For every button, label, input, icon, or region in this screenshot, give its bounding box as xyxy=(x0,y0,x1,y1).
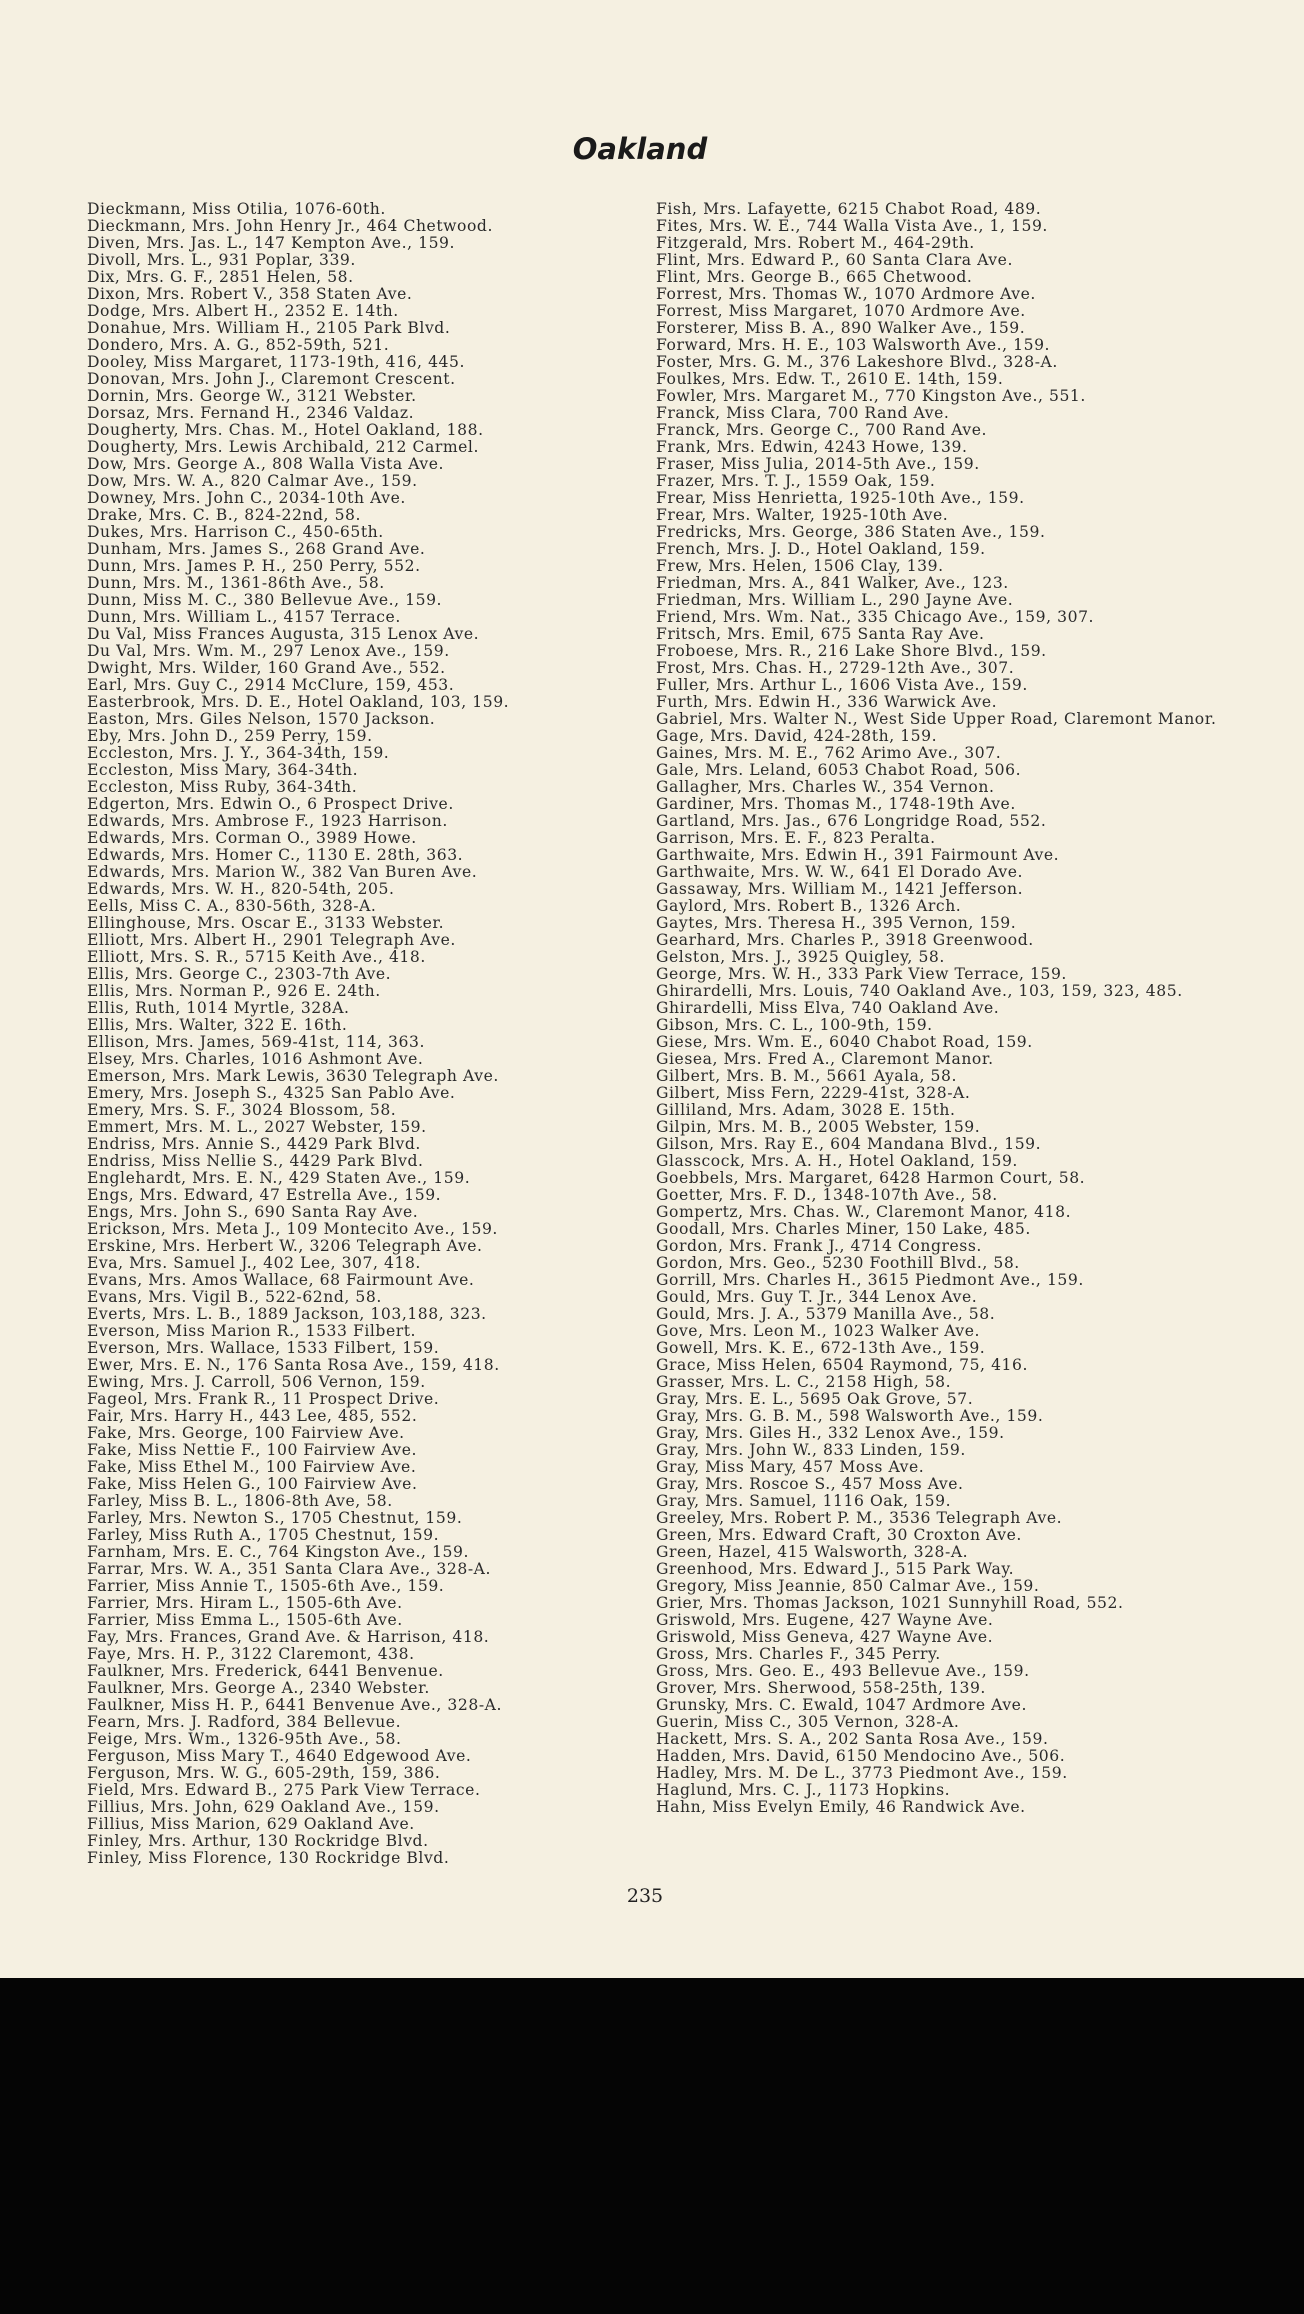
directory-entry: Gallagher, Mrs. Charles W., 354 Vernon. xyxy=(656,778,995,796)
directory-entry: Forrest, Mrs. Thomas W., 1070 Ardmore Ave. xyxy=(656,285,1036,303)
directory-entry: Ghirardelli, Miss Elva, 740 Oakland Ave. xyxy=(656,999,1000,1017)
directory-entry: Garthwaite, Mrs. W. W., 641 El Dorado Ave. xyxy=(656,863,1024,881)
directory-entry: Ellison, Mrs. James, 569-41st, 114, 363. xyxy=(87,1033,425,1051)
directory-entry: Ewing, Mrs. J. Carroll, 506 Vernon, 159. xyxy=(87,1373,426,1391)
directory-entry: Evans, Mrs. Vigil B., 522-62nd, 58. xyxy=(87,1288,382,1306)
directory-entry: Dunn, Mrs. William L., 4157 Terrace. xyxy=(87,608,401,626)
directory-entry: Giese, Mrs. Wm. E., 6040 Chabot Road, 159. xyxy=(656,1033,1033,1051)
directory-entry: Gompertz, Mrs. Chas. W., Claremont Manor, 418. xyxy=(656,1203,1072,1221)
directory-entry: Eccleston, Mrs. J. Y., 364-34th, 159. xyxy=(87,744,390,762)
directory-entry: Elliott, Mrs. S. R., 5715 Keith Ave., 418. xyxy=(87,948,426,966)
directory-entry: George, Mrs. W. H., 333 Park View Terrace, 159. xyxy=(656,965,1067,983)
directory-entry: Fraser, Miss Julia, 2014-5th Ave., 159. xyxy=(656,455,980,473)
directory-entry: Endriss, Miss Nellie S., 4429 Park Blvd. xyxy=(87,1152,424,1170)
directory-entry: Fillius, Mrs. John, 629 Oakland Ave., 159. xyxy=(87,1798,440,1816)
directory-entry: Gassaway, Mrs. William M., 1421 Jefferson. xyxy=(656,880,1024,898)
directory-entry: Fay, Mrs. Frances, Grand Ave. & Harrison, 418. xyxy=(87,1628,490,1646)
directory-entry: Dodge, Mrs. Albert H., 2352 E. 14th. xyxy=(87,302,399,320)
directory-entry: Drake, Mrs. C. B., 824-22nd, 58. xyxy=(87,506,362,524)
directory-entry: Fake, Miss Nettie F., 100 Fairview Ave. xyxy=(87,1441,418,1459)
directory-entry: Ewer, Mrs. E. N., 176 Santa Rosa Ave., 159, 418. xyxy=(87,1356,500,1374)
directory-entry: Dix, Mrs. G. F., 2851 Helen, 58. xyxy=(87,268,354,286)
directory-entry: Everson, Mrs. Wallace, 1533 Filbert, 159. xyxy=(87,1339,440,1357)
directory-entry: Faulkner, Mrs. Frederick, 6441 Benvenue. xyxy=(87,1662,444,1680)
directory-entry: Erskine, Mrs. Herbert W., 3206 Telegraph Ave. xyxy=(87,1237,483,1255)
directory-entry: Grunsky, Mrs. C. Ewald, 1047 Ardmore Ave. xyxy=(656,1696,1027,1714)
directory-entry: Haglund, Mrs. C. J., 1173 Hopkins. xyxy=(656,1781,951,1799)
directory-entry: Fair, Mrs. Harry H., 443 Lee, 485, 552. xyxy=(87,1407,418,1425)
directory-entry: Edwards, Mrs. Ambrose F., 1923 Harrison. xyxy=(87,812,448,830)
directory-entry: Downey, Mrs. John C., 2034-10th Ave. xyxy=(87,489,406,507)
directory-entry: Engs, Mrs. Edward, 47 Estrella Ave., 159. xyxy=(87,1186,442,1204)
directory-entry: Hahn, Miss Evelyn Emily, 46 Randwick Ave. xyxy=(656,1798,1026,1816)
directory-entry: Guerin, Miss C., 305 Vernon, 328-A. xyxy=(656,1713,960,1731)
directory-entry: Franck, Mrs. George C., 700 Rand Ave. xyxy=(656,421,988,439)
directory-entry: Gorrill, Mrs. Charles H., 3615 Piedmont Ave., 159. xyxy=(656,1271,1084,1289)
page-number: 235 xyxy=(626,1885,664,1907)
directory-entry: Hackett, Mrs. S. A., 202 Santa Rosa Ave., 159. xyxy=(656,1730,1049,1748)
directory-entry: Easton, Mrs. Giles Nelson, 1570 Jackson. xyxy=(87,710,436,728)
directory-entry: Ellinghouse, Mrs. Oscar E., 3133 Webster. xyxy=(87,914,445,932)
page-title: Oakland xyxy=(572,132,708,166)
directory-entry: Gaylord, Mrs. Robert B., 1326 Arch. xyxy=(656,897,962,915)
directory-entry: Ferguson, Miss Mary T., 4640 Edgewood Ave. xyxy=(87,1747,472,1765)
directory-entry: Donahue, Mrs. William H., 2105 Park Blvd. xyxy=(87,319,451,337)
directory-entry: Farrier, Miss Emma L., 1505-6th Ave. xyxy=(87,1611,403,1629)
directory-entry: Eby, Mrs. John D., 259 Perry, 159. xyxy=(87,727,373,745)
directory-entry: Grier, Mrs. Thomas Jackson, 1021 Sunnyhill Road, 552. xyxy=(656,1594,1124,1612)
directory-entry: Engs, Mrs. John S., 690 Santa Ray Ave. xyxy=(87,1203,419,1221)
directory-entry: Gray, Mrs. Samuel, 1116 Oak, 159. xyxy=(656,1492,952,1510)
directory-entry: Grace, Miss Helen, 6504 Raymond, 75, 416. xyxy=(656,1356,1028,1374)
directory-entry: Frost, Mrs. Chas. H., 2729-12th Ave., 307. xyxy=(656,659,1015,677)
directory-entry: Gilpin, Mrs. M. B., 2005 Webster, 159. xyxy=(656,1118,981,1136)
directory-entry: Goebbels, Mrs. Margaret, 6428 Harmon Court, 58. xyxy=(656,1169,1086,1187)
directory-entry: Fake, Mrs. George, 100 Fairview Ave. xyxy=(87,1424,405,1442)
directory-entry: Frank, Mrs. Edwin, 4243 Howe, 139. xyxy=(656,438,968,456)
directory-entry: Du Val, Miss Frances Augusta, 315 Lenox Ave. xyxy=(87,625,480,643)
directory-entry: Everts, Mrs. L. B., 1889 Jackson, 103,188, 323. xyxy=(87,1305,487,1323)
directory-entry: Farley, Miss Ruth A., 1705 Chestnut, 159. xyxy=(87,1526,440,1544)
directory-entry: Gray, Mrs. G. B. M., 598 Walsworth Ave., 159. xyxy=(656,1407,1044,1425)
directory-entry: Fearn, Mrs. J. Radford, 384 Bellevue. xyxy=(87,1713,402,1731)
directory-entry: Faye, Mrs. H. P., 3122 Claremont, 438. xyxy=(87,1645,415,1663)
directory-entry: Frear, Mrs. Walter, 1925-10th Ave. xyxy=(656,506,949,524)
directory-entry: Diven, Mrs. Jas. L., 147 Kempton Ave., 159. xyxy=(87,234,456,252)
directory-entry: Frew, Mrs. Helen, 1506 Clay, 139. xyxy=(656,557,944,575)
directory-entry: Edwards, Mrs. Marion W., 382 Van Buren Ave. xyxy=(87,863,478,881)
directory-entry: Froboese, Mrs. R., 216 Lake Shore Blvd., 159. xyxy=(656,642,1047,660)
directory-entry: Green, Mrs. Edward Craft, 30 Croxton Ave. xyxy=(656,1526,1022,1544)
directory-entry: Edwards, Mrs. Corman O., 3989 Howe. xyxy=(87,829,417,847)
directory-entry: Finley, Miss Florence, 130 Rockridge Blvd. xyxy=(87,1849,450,1867)
directory-entry: Field, Mrs. Edward B., 275 Park View Terrace. xyxy=(87,1781,481,1799)
directory-entry: Everson, Miss Marion R., 1533 Filbert. xyxy=(87,1322,417,1340)
directory-entry: Ellis, Mrs. Norman P., 926 E. 24th. xyxy=(87,982,381,1000)
directory-entry: Gilson, Mrs. Ray E., 604 Mandana Blvd., 159. xyxy=(656,1135,1042,1153)
directory-entry: Frear, Miss Henrietta, 1925-10th Ave., 159. xyxy=(656,489,1025,507)
directory-entry: Foulkes, Mrs. Edw. T., 2610 E. 14th, 159. xyxy=(656,370,1004,388)
directory-entry: Garrison, Mrs. E. F., 823 Peralta. xyxy=(656,829,936,847)
directory-entry: Du Val, Mrs. Wm. M., 297 Lenox Ave., 159. xyxy=(87,642,450,660)
directory-entry: Gould, Mrs. J. A., 5379 Manilla Ave., 58. xyxy=(656,1305,996,1323)
directory-entry: Ellis, Ruth, 1014 Myrtle, 328A. xyxy=(87,999,350,1017)
directory-entry: Farley, Miss B. L., 1806-8th Ave, 58. xyxy=(87,1492,393,1510)
directory-entry: Fitzgerald, Mrs. Robert M., 464-29th. xyxy=(656,234,975,252)
directory-entry: Fish, Mrs. Lafayette, 6215 Chabot Road, 489. xyxy=(656,200,1042,218)
directory-entry: Gale, Mrs. Leland, 6053 Chabot Road, 506. xyxy=(656,761,1022,779)
directory-entry: Gray, Mrs. Giles H., 332 Lenox Ave., 159. xyxy=(656,1424,1005,1442)
directory-entry: Griswold, Mrs. Eugene, 427 Wayne Ave. xyxy=(656,1611,994,1629)
directory-entry: Gearhard, Mrs. Charles P., 3918 Greenwood. xyxy=(656,931,1034,949)
directory-entry: Farrier, Mrs. Hiram L., 1505-6th Ave. xyxy=(87,1594,403,1612)
directory-entry: Flint, Mrs. George B., 665 Chetwood. xyxy=(656,268,973,286)
directory-entry: Dow, Mrs. George A., 808 Walla Vista Ave. xyxy=(87,455,445,473)
directory-entry: Gaines, Mrs. M. E., 762 Arimo Ave., 307. xyxy=(656,744,1002,762)
directory-entry: Dow, Mrs. W. A., 820 Calmar Ave., 159. xyxy=(87,472,418,490)
right-column xyxy=(656,201,1256,1816)
directory-entry: Fowler, Mrs. Margaret M., 770 Kingston Ave., 551. xyxy=(656,387,1086,405)
directory-entry: Ghirardelli, Mrs. Louis, 740 Oakland Ave., 103, 159, 323, 485. xyxy=(656,982,1183,1000)
directory-entry: Elliott, Mrs. Albert H., 2901 Telegraph Ave. xyxy=(87,931,456,949)
directory-entry: Earl, Mrs. Guy C., 2914 McClure, 159, 453. xyxy=(87,676,455,694)
directory-entry: Gordon, Mrs. Geo., 5230 Foothill Blvd., 58. xyxy=(656,1254,1020,1272)
directory-entry: Gray, Mrs. E. L., 5695 Oak Grove, 57. xyxy=(656,1390,974,1408)
directory-entry: Gross, Mrs. Charles F., 345 Perry. xyxy=(656,1645,941,1663)
directory-entry: Elsey, Mrs. Charles, 1016 Ashmont Ave. xyxy=(87,1050,424,1068)
directory-entry: Fageol, Mrs. Frank R., 11 Prospect Drive. xyxy=(87,1390,440,1408)
directory-entry: Gabriel, Mrs. Walter N., West Side Upper Road, Claremont Manor. xyxy=(656,710,1217,728)
directory-entry: Dunn, Mrs. M., 1361-86th Ave., 58. xyxy=(87,574,385,592)
directory-entry: Gray, Mrs. John W., 833 Linden, 159. xyxy=(656,1441,966,1459)
directory-entry: Dieckmann, Mrs. John Henry Jr., 464 Chetwood. xyxy=(87,217,493,235)
directory-entry: Dukes, Mrs. Harrison C., 450-65th. xyxy=(87,523,384,541)
directory-entry: Furth, Mrs. Edwin H., 336 Warwick Ave. xyxy=(656,693,998,711)
directory-entry: Gross, Mrs. Geo. E., 493 Bellevue Ave., 159. xyxy=(656,1662,1030,1680)
directory-entry: Grasser, Mrs. L. C., 2158 High, 58. xyxy=(656,1373,952,1391)
directory-entry: Emerson, Mrs. Mark Lewis, 3630 Telegraph Ave. xyxy=(87,1067,499,1085)
directory-entry: Foster, Mrs. G. M., 376 Lakeshore Blvd., 328-A. xyxy=(656,353,1058,371)
directory-entry: Faulkner, Mrs. George A., 2340 Webster. xyxy=(87,1679,430,1697)
directory-entry: Dorsaz, Mrs. Fernand H., 2346 Valdaz. xyxy=(87,404,415,422)
directory-entry: Faulkner, Miss H. P., 6441 Benvenue Ave., 328-A. xyxy=(87,1696,502,1714)
directory-entry: Donovan, Mrs. John J., Claremont Crescent. xyxy=(87,370,456,388)
directory-entry: Eccleston, Miss Mary, 364-34th. xyxy=(87,761,359,779)
directory-entry: Hadden, Mrs. David, 6150 Mendocino Ave., 506. xyxy=(656,1747,1066,1765)
directory-entry: Edgerton, Mrs. Edwin O., 6 Prospect Drive. xyxy=(87,795,454,813)
directory-entry: Green, Hazel, 415 Walsworth, 328-A. xyxy=(656,1543,969,1561)
directory-entry: Gilbert, Mrs. B. M., 5661 Ayala, 58. xyxy=(656,1067,957,1085)
directory-entry: French, Mrs. J. D., Hotel Oakland, 159. xyxy=(656,540,986,558)
directory-entry: Gilliland, Mrs. Adam, 3028 E. 15th. xyxy=(656,1101,956,1119)
directory-entry: Gartland, Mrs. Jas., 676 Longridge Road, 552. xyxy=(656,812,1047,830)
directory-entry: Gregory, Miss Jeannie, 850 Calmar Ave., 159. xyxy=(656,1577,1040,1595)
directory-entry: Fake, Miss Helen G., 100 Fairview Ave. xyxy=(87,1475,418,1493)
directory-entry: Goodall, Mrs. Charles Miner, 150 Lake, 485. xyxy=(656,1220,1031,1238)
directory-entry: Fake, Miss Ethel M., 100 Fairview Ave. xyxy=(87,1458,417,1476)
directory-entry: Farrier, Miss Annie T., 1505-6th Ave., 159. xyxy=(87,1577,445,1595)
directory-entry: Emery, Mrs. Joseph S., 4325 San Pablo Ave. xyxy=(87,1084,456,1102)
directory-entry: Frazer, Mrs. T. J., 1559 Oak, 159. xyxy=(656,472,936,490)
directory-entry: Farley, Mrs. Newton S., 1705 Chestnut, 159. xyxy=(87,1509,463,1527)
directory-entry: Ellis, Mrs. Walter, 322 E. 16th. xyxy=(87,1016,348,1034)
directory-entry: Grover, Mrs. Sherwood, 558-25th, 139. xyxy=(656,1679,986,1697)
directory-entry: Greeley, Mrs. Robert P. M., 3536 Telegraph Ave. xyxy=(656,1509,1063,1527)
directory-entry: Ellis, Mrs. George C., 2303-7th Ave. xyxy=(87,965,392,983)
directory-entry: Easterbrook, Mrs. D. E., Hotel Oakland, 103, 159. xyxy=(87,693,510,711)
directory-entry: Gray, Miss Mary, 457 Moss Ave. xyxy=(656,1458,925,1476)
directory-entry: Gaytes, Mrs. Theresa H., 395 Vernon, 159. xyxy=(656,914,1017,932)
directory-entry: Endriss, Mrs. Annie S., 4429 Park Blvd. xyxy=(87,1135,421,1153)
directory-entry: Friedman, Mrs. William L., 290 Jayne Ave. xyxy=(656,591,1014,609)
directory-entry: Farnham, Mrs. E. C., 764 Kingston Ave., 159. xyxy=(87,1543,469,1561)
directory-entry: Emmert, Mrs. M. L., 2027 Webster, 159. xyxy=(87,1118,427,1136)
directory-entry: Goetter, Mrs. F. D., 1348-107th Ave., 58. xyxy=(656,1186,998,1204)
directory-entry: Dougherty, Mrs. Lewis Archibald, 212 Carmel. xyxy=(87,438,479,456)
directory-entry: Gage, Mrs. David, 424-28th, 159. xyxy=(656,727,938,745)
directory-entry: Dougherty, Mrs. Chas. M., Hotel Oakland, 188. xyxy=(87,421,484,439)
directory-entry: Englehardt, Mrs. E. N., 429 Staten Ave., 159. xyxy=(87,1169,471,1187)
directory-entry: Emery, Mrs. S. F., 3024 Blossom, 58. xyxy=(87,1101,397,1119)
directory-entry: Fillius, Miss Marion, 629 Oakland Ave. xyxy=(87,1815,415,1833)
directory-entry: Dieckmann, Miss Otilia, 1076-60th. xyxy=(87,200,386,218)
directory-entry: Gordon, Mrs. Frank J., 4714 Congress. xyxy=(656,1237,982,1255)
directory-entry: Gibson, Mrs. C. L., 100-9th, 159. xyxy=(656,1016,933,1034)
directory-entry: Gardiner, Mrs. Thomas M., 1748-19th Ave. xyxy=(656,795,1016,813)
left-column xyxy=(87,201,652,1867)
directory-entry: Forsterer, Miss B. A., 890 Walker Ave., 159. xyxy=(656,319,1026,337)
directory-entry: Edwards, Mrs. Homer C., 1130 E. 28th, 363. xyxy=(87,846,464,864)
directory-entry: Edwards, Mrs. W. H., 820-54th, 205. xyxy=(87,880,395,898)
directory-entry: Gowell, Mrs. K. E., 672-13th Ave., 159. xyxy=(656,1339,986,1357)
directory-entry: Franck, Miss Clara, 700 Rand Ave. xyxy=(656,404,950,422)
directory-entry: Dornin, Mrs. George W., 3121 Webster. xyxy=(87,387,417,405)
directory-entry: Feige, Mrs. Wm., 1326-95th Ave., 58. xyxy=(87,1730,402,1748)
directory-entry: Griswold, Miss Geneva, 427 Wayne Ave. xyxy=(656,1628,994,1646)
directory-entry: Erickson, Mrs. Meta J., 109 Montecito Ave., 159. xyxy=(87,1220,498,1238)
directory-entry: Dunn, Miss M. C., 380 Bellevue Ave., 159. xyxy=(87,591,443,609)
directory-entry: Forward, Mrs. H. E., 103 Walsworth Ave., 159. xyxy=(656,336,1051,354)
directory-entry: Fritsch, Mrs. Emil, 675 Santa Ray Ave. xyxy=(656,625,985,643)
directory-entry: Evans, Mrs. Amos Wallace, 68 Fairmount Ave. xyxy=(87,1271,475,1289)
directory-entry: Divoll, Mrs. L., 931 Poplar, 339. xyxy=(87,251,356,269)
directory-entry: Eells, Miss C. A., 830-56th, 328-A. xyxy=(87,897,377,915)
directory-entry: Dunn, Mrs. James P. H., 250 Perry, 552. xyxy=(87,557,421,575)
directory-entry: Friedman, Mrs. A., 841 Walker, Ave., 123. xyxy=(656,574,1009,592)
scan-background xyxy=(0,1978,1304,2314)
directory-entry: Hadley, Mrs. M. De L., 3773 Piedmont Ave., 159. xyxy=(656,1764,1068,1782)
directory-entry: Garthwaite, Mrs. Edwin H., 391 Fairmount Ave. xyxy=(656,846,1060,864)
directory-entry: Farrar, Mrs. W. A., 351 Santa Clara Ave., 328-A. xyxy=(87,1560,491,1578)
directory-entry: Gelston, Mrs. J., 3925 Quigley, 58. xyxy=(656,948,945,966)
directory-entry: Fredricks, Mrs. George, 386 Staten Ave., 159. xyxy=(656,523,1046,541)
directory-entry: Dwight, Mrs. Wilder, 160 Grand Ave., 552. xyxy=(87,659,446,677)
directory-entry: Dondero, Mrs. A. G., 852-59th, 521. xyxy=(87,336,390,354)
directory-entry: Finley, Mrs. Arthur, 130 Rockridge Blvd. xyxy=(87,1832,429,1850)
directory-entry: Fites, Mrs. W. E., 744 Walla Vista Ave., 1, 159. xyxy=(656,217,1048,235)
directory-entry: Dixon, Mrs. Robert V., 358 Staten Ave. xyxy=(87,285,413,303)
directory-entry: Fuller, Mrs. Arthur L., 1606 Vista Ave., 159. xyxy=(656,676,1028,694)
directory-entry: Eccleston, Miss Ruby, 364-34th. xyxy=(87,778,358,796)
directory-entry: Flint, Mrs. Edward P., 60 Santa Clara Ave. xyxy=(656,251,1013,269)
directory-entry: Eva, Mrs. Samuel J., 402 Lee, 307, 418. xyxy=(87,1254,421,1272)
directory-entry: Dooley, Miss Margaret, 1173-19th, 416, 445. xyxy=(87,353,465,371)
directory-entry: Forrest, Miss Margaret, 1070 Ardmore Ave. xyxy=(656,302,1026,320)
directory-entry: Gould, Mrs. Guy T. Jr., 344 Lenox Ave. xyxy=(656,1288,978,1306)
directory-entry: Giesea, Mrs. Fred A., Claremont Manor. xyxy=(656,1050,994,1068)
directory-entry: Greenhood, Mrs. Edward J., 515 Park Way. xyxy=(656,1560,1015,1578)
directory-entry: Friend, Mrs. Wm. Nat., 335 Chicago Ave., 159, 307. xyxy=(656,608,1095,626)
directory-entry: Gray, Mrs. Roscoe S., 457 Moss Ave. xyxy=(656,1475,964,1493)
directory-entry: Gove, Mrs. Leon M., 1023 Walker Ave. xyxy=(656,1322,981,1340)
directory-entry: Ferguson, Mrs. W. G., 605-29th, 159, 386. xyxy=(87,1764,441,1782)
directory-entry: Dunham, Mrs. James S., 268 Grand Ave. xyxy=(87,540,426,558)
directory-entry: Gilbert, Miss Fern, 2229-41st, 328-A. xyxy=(656,1084,971,1102)
directory-entry: Glasscock, Mrs. A. H., Hotel Oakland, 159. xyxy=(656,1152,1018,1170)
